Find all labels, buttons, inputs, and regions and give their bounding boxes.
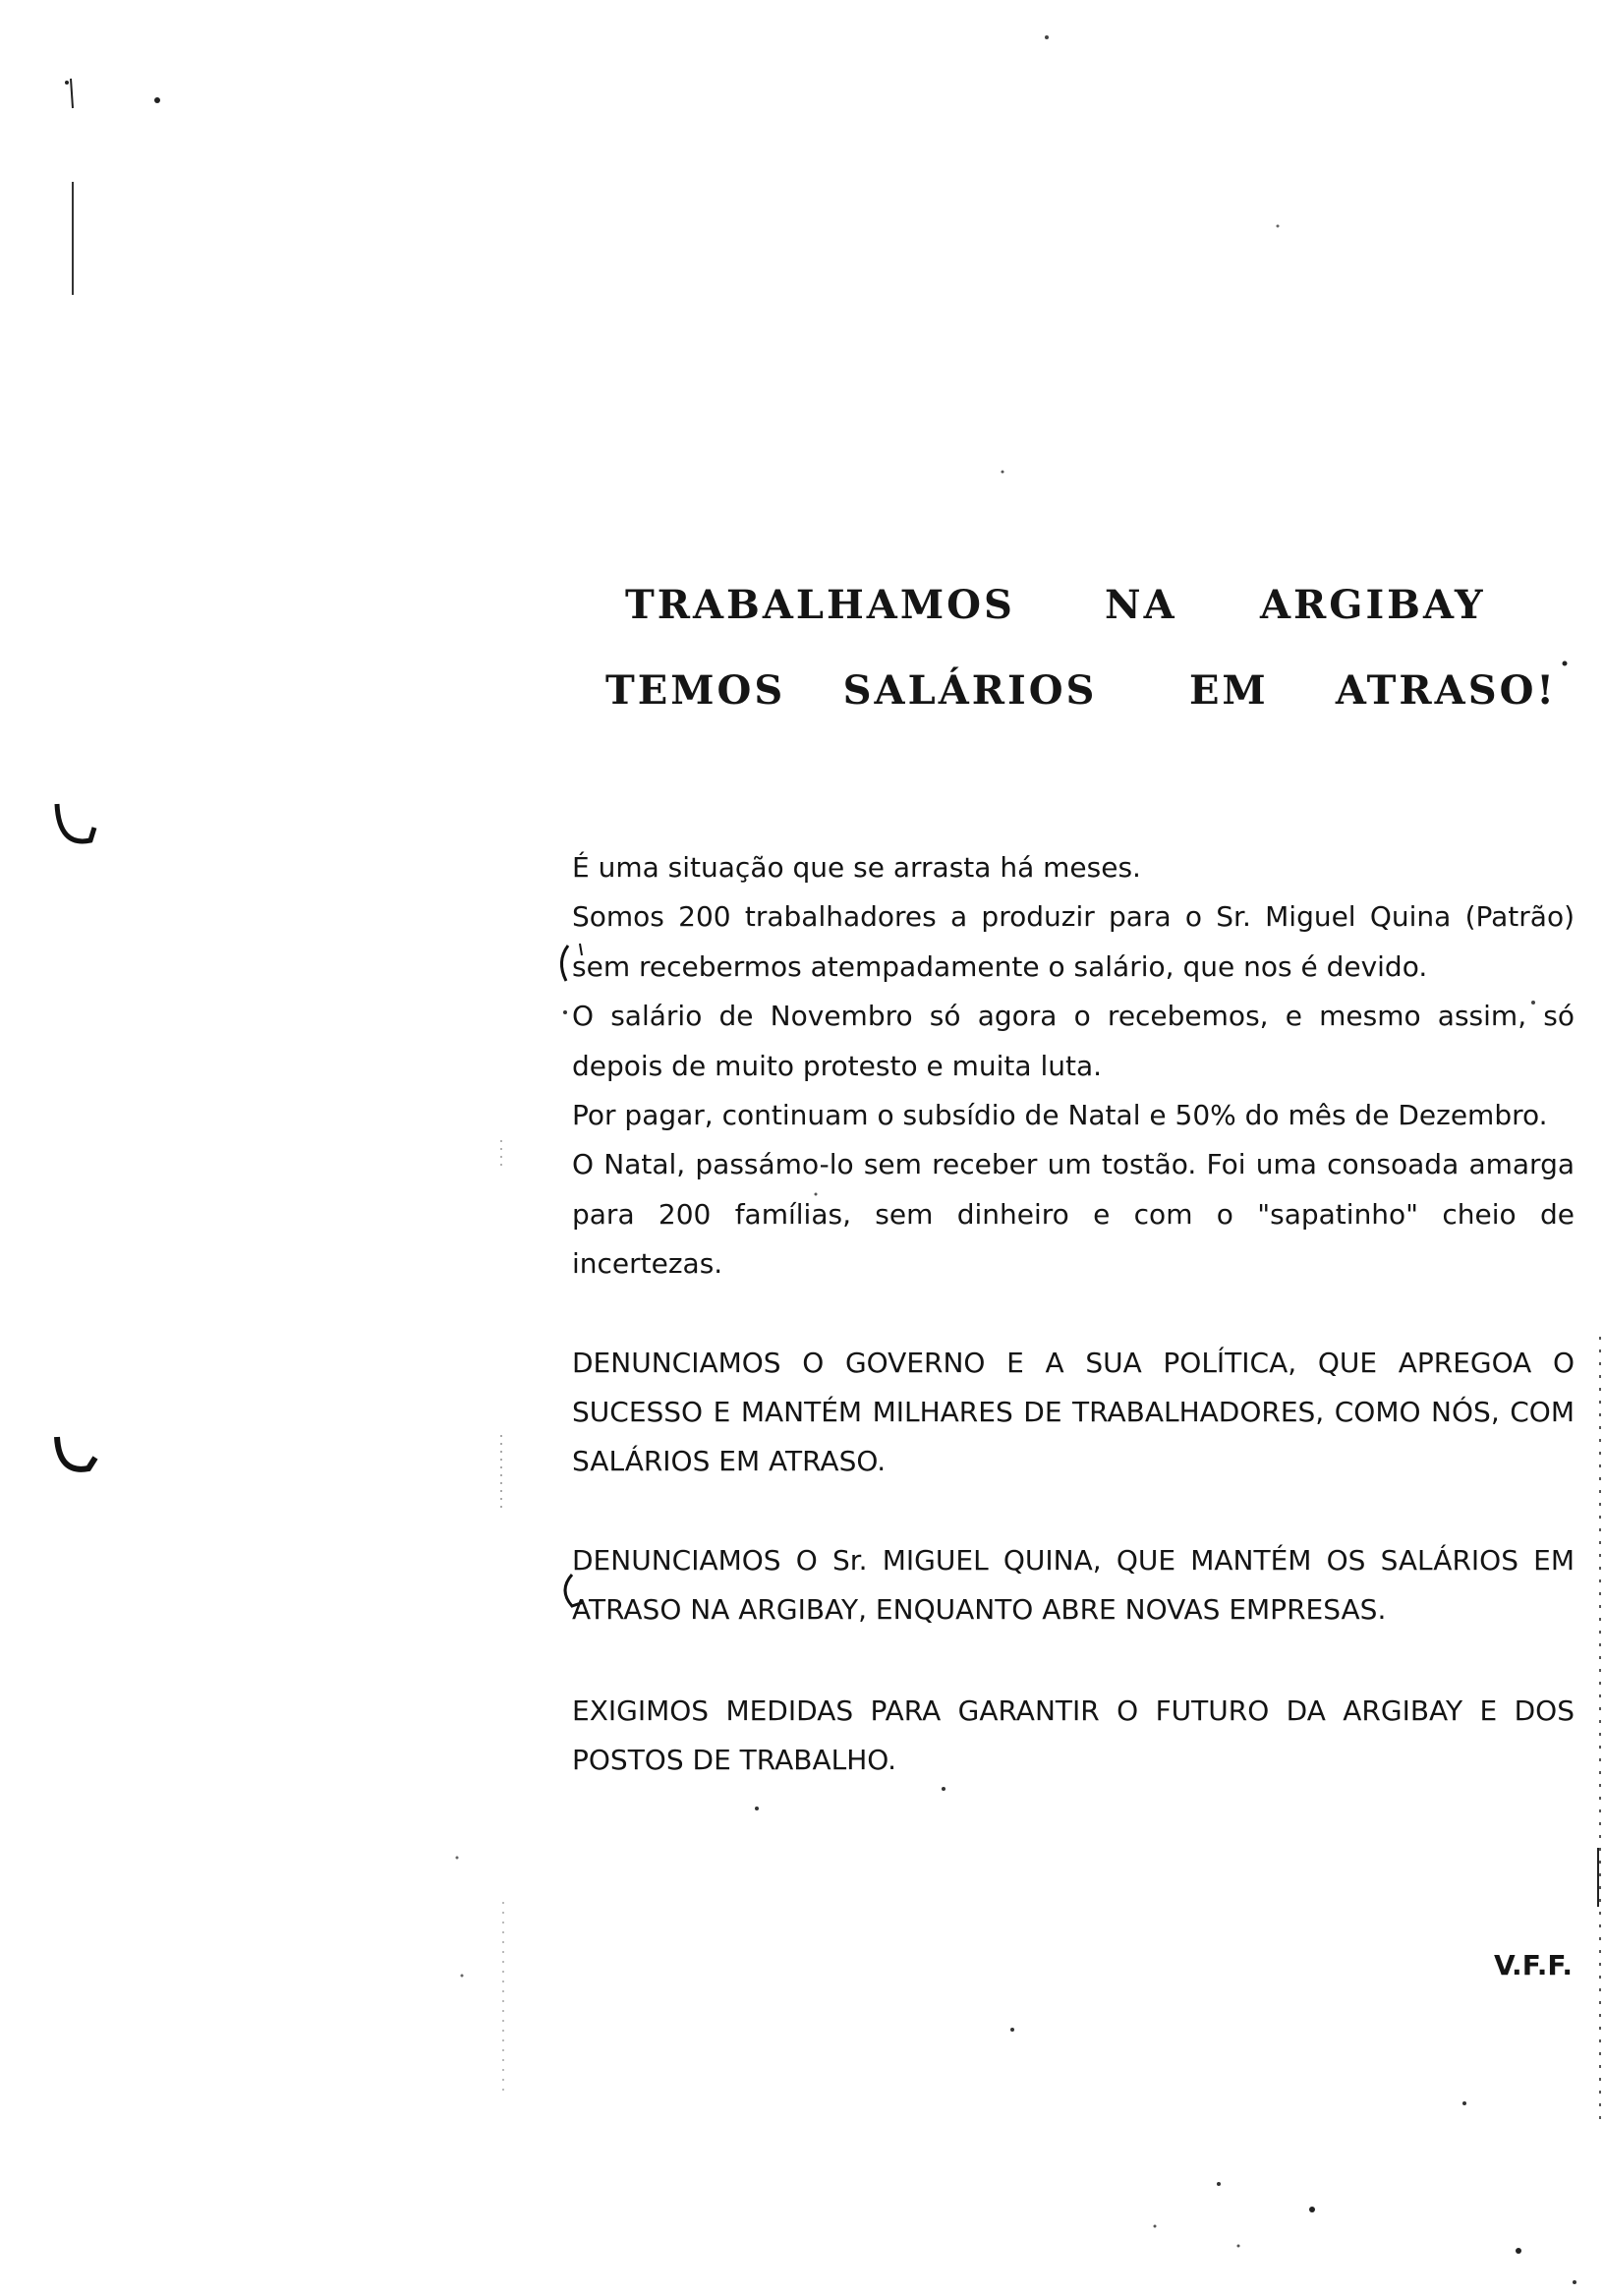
- headline-word: NA: [1105, 582, 1177, 628]
- signature: V.F.F.: [1494, 1949, 1573, 1981]
- headline-word: ATRASO!: [1335, 667, 1557, 714]
- headline-word: TEMOS: [605, 667, 786, 714]
- body-paragraph: Somos 200 trabalhadores a produzir para o Sr. Miguel Quina (Patrão) sem recebermos atempadamente o salário, que nos é devido.: [572, 900, 1575, 983]
- body-paragraph: Por pagar, continuam o subsídio de Natal e 50% do mês de Dezembro.: [572, 1099, 1548, 1132]
- demand-paragraph: DENUNCIAMOS O Sr. MIGUEL QUINA, QUE MANTÉM OS SALÁRIOS EM ATRASO NA ARGIBAY, ENQUANTO ABRE NOVAS EMPRESAS.: [572, 1543, 1575, 1627]
- headline-line-1: [625, 582, 1535, 629]
- demand-paragraph: DENUNCIAMOS O GOVERNO E A SUA POLÍTICA, QUE APREGOA O SUCESSO E MANTÉM MILHARES DE TRABALHADORES, COMO NÓS, COM SALÁRIOS EM ATRASO.: [572, 1346, 1575, 1478]
- body-paragraph: O Natal, passámo-lo sem receber um tostão. Foi uma consoada amarga para 200 famílias, sem dinheiro e com o "sapatinho" cheio de incertezas.: [572, 1148, 1575, 1281]
- body-paragraph: O salário de Novembro só agora o recebemos, e mesmo assim, só depois de muito protesto e muita luta.: [572, 1000, 1575, 1082]
- body-paragraph: É uma situação que se arrasta há meses.: [572, 851, 1141, 884]
- document-body: [572, 843, 1575, 1786]
- headline-word: SALÁRIOS: [842, 667, 1098, 714]
- headline-word: EM: [1188, 667, 1269, 714]
- headline-word: ARGIBAY: [1260, 582, 1486, 628]
- headline-line-2: [605, 667, 1557, 715]
- demand-paragraph: EXIGIMOS MEDIDAS PARA GARANTIR O FUTURO DA ARGIBAY E DOS POSTOS DE TRABALHO.: [572, 1693, 1575, 1777]
- headline-word: TRABALHAMOS: [625, 582, 1015, 628]
